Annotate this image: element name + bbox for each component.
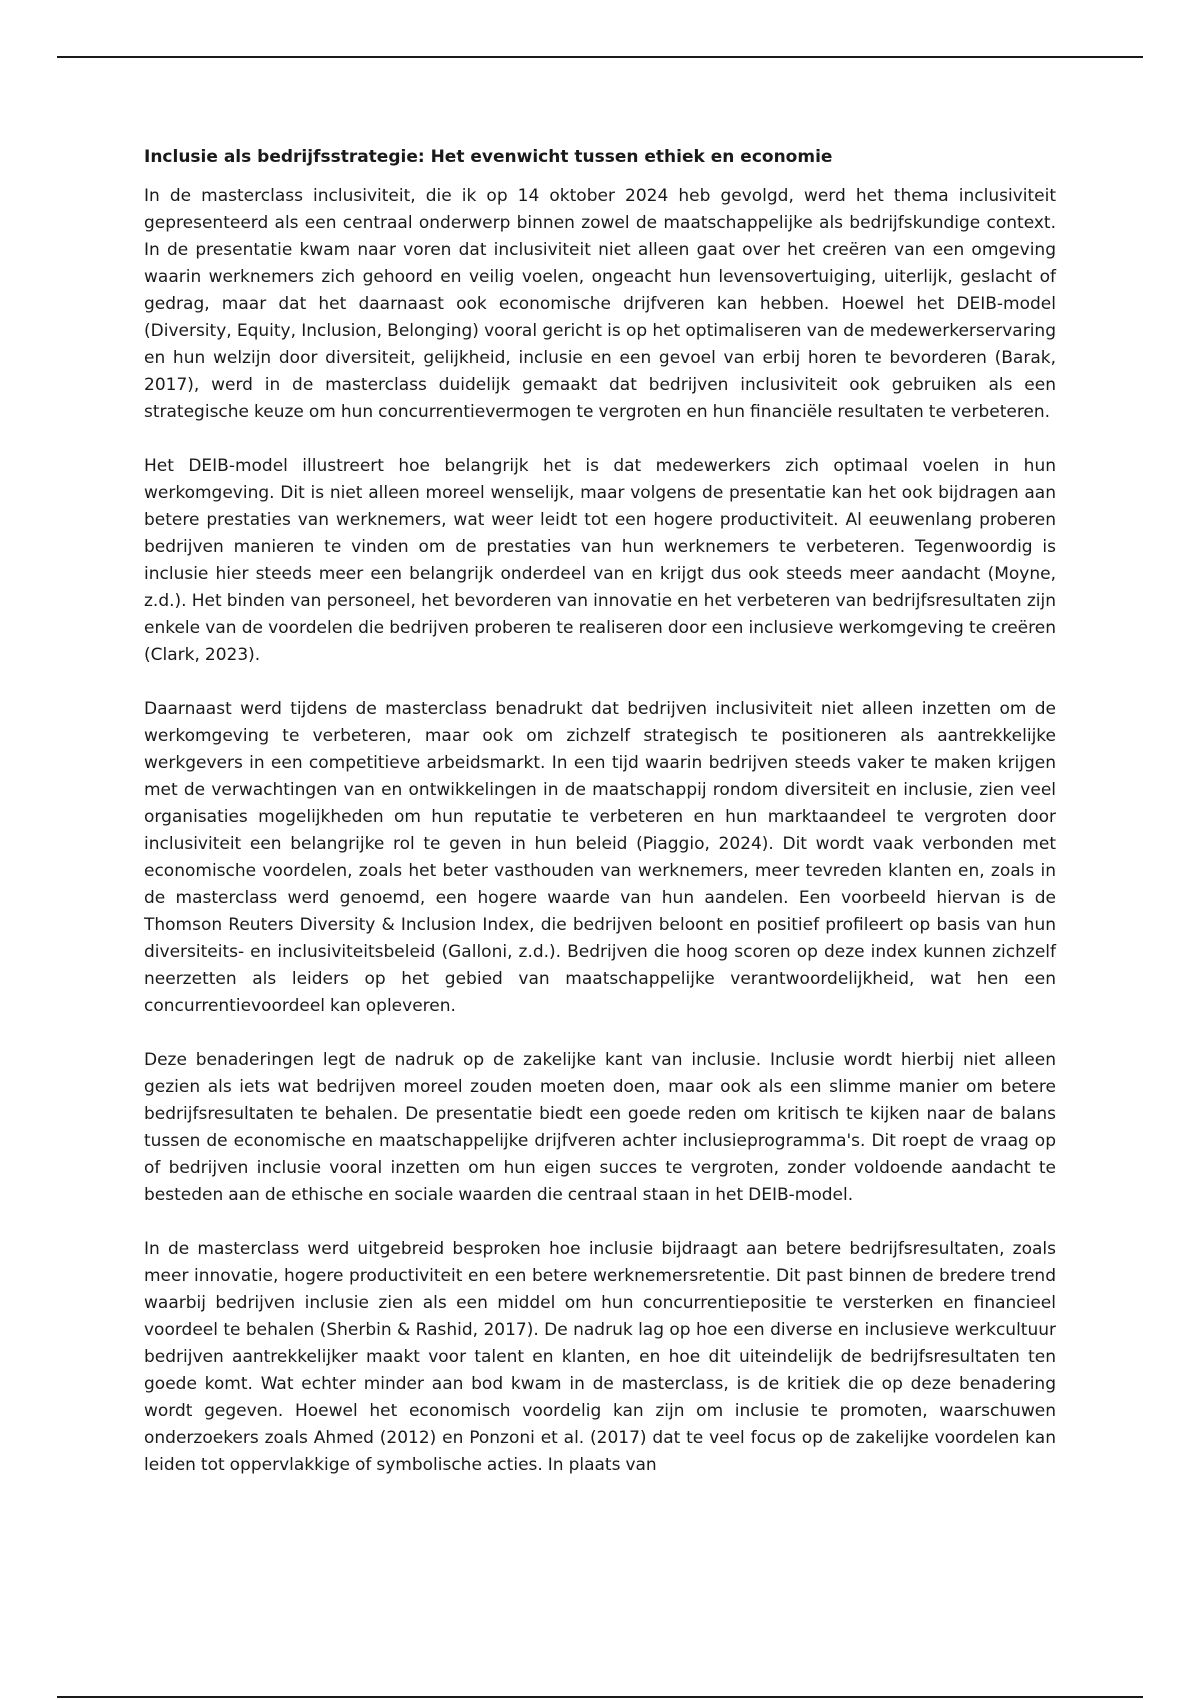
paragraph-4: Deze benaderingen legt de nadruk op de zakelijke kant van inclusie. Inclusie wordt hierbij niet alleen gezien als iets wat bedrijven moreel zouden moeten doen, maar ook als een slimme manier om betere bedrijfsresultaten te behalen. De presentatie biedt een goede reden om kritisch te kijken naar de balans tussen de economische en maatschappelijke drijfveren achter inclusieprogramma's. Dit roept de vraag op of bedrijven inclusie vooral inzetten om hun eigen succes te vergroten, zonder voldoende aandacht te besteden aan de ethische en sociale waarden die centraal staan in het DEIB-model. — [144, 1050, 1056, 1205]
paragraph-2: Het DEIB-model illustreert hoe belangrijk het is dat medewerkers zich optimaal voelen in hun werkomgeving. Dit is niet alleen moreel wenselijk, maar volgens de presentatie kan het ook bijdragen aan betere prestaties van werknemers, wat weer leidt tot een hogere productiviteit. Al eeuwenlang proberen bedrijven manieren te vinden om de prestaties van hun werknemers te verbeteren. Tegenwoordig is inclusie hier steeds meer een belangrijk onderdeel van en krijgt dus ook steeds meer aandacht (Moyne, z.d.). Het binden van personeel, het bevorderen van innovatie en het verbeteren van bedrijfsresultaten zijn enkele van de voordelen die bedrijven proberen te realiseren door een inclusieve werkomgeving te creëren (Clark, 2023). — [144, 456, 1056, 665]
page-top-rule — [57, 56, 1143, 58]
paragraph-1: In de masterclass inclusiviteit, die ik op 14 oktober 2024 heb gevolgd, werd het thema inclusiviteit gepresenteerd als een centraal onderwerp binnen zowel de maatschappelijke als bedrijfskundige context. In de presentatie kwam naar voren dat inclusiviteit niet alleen gaat over het creëren van een omgeving waarin werknemers zich gehoord en veilig voelen, ongeacht hun levensovertuiging, uiterlijk, geslacht of gedrag, maar dat het daarnaast ook economische drijfveren kan hebben. Hoewel het DEIB-model (Diversity, Equity, Inclusion, Belonging) vooral gericht is op het optimaliseren van de medewerkerservaring en hun welzijn door diversiteit, gelijkheid, inclusie en een gevoel van erbij horen te bevorderen (Barak, 2017), werd in de masterclass duidelijk gemaakt dat bedrijven inclusiviteit ook gebruiken als een strategische keuze om hun concurrentievermogen te vergroten en hun financiële resultaten te verbeteren. — [144, 186, 1056, 422]
paragraph-3: Daarnaast werd tijdens de masterclass benadrukt dat bedrijven inclusiviteit niet alleen inzetten om de werkomgeving te verbeteren, maar ook om zichzelf strategisch te positioneren als aantrekkelijke werkgevers in een competitieve arbeidsmarkt. In een tijd waarin bedrijven steeds vaker te maken krijgen met de verwachtingen van en ontwikkelingen in de maatschappij rondom diversiteit en inclusie, zien veel organisaties mogelijkheden om hun reputatie te verbeteren en hun marktaandeel te vergroten door inclusiviteit een belangrijke rol te geven in hun beleid (Piaggio, 2024). Dit wordt vaak verbonden met economische voordelen, zoals het beter vasthouden van werknemers, meer tevreden klanten en, zoals in de masterclass werd genoemd, een hogere waarde van hun aandelen. Een voorbeeld hiervan is de Thomson Reuters Diversity & Inclusion Index, die bedrijven beloont en positief profileert op basis van hun diversiteits- en inclusiviteitsbeleid (Galloni, z.d.). Bedrijven die hoog scoren op deze index kunnen zichzelf neerzetten als leiders op het gebied van maatschappelijke verantwoordelijkheid, wat hen een concurrentievoordeel kan opleveren. — [144, 699, 1056, 1016]
page-bottom-rule — [57, 1696, 1143, 1698]
document-title: Inclusie als bedrijfsstrategie: Het evenwicht tussen ethiek en economie — [144, 147, 833, 167]
paragraph-5: In de masterclass werd uitgebreid besproken hoe inclusie bijdraagt aan betere bedrijfsresultaten, zoals meer innovatie, hogere productiviteit en een betere werknemersretentie. Dit past binnen de bredere trend waarbij bedrijven inclusie zien als een middel om hun concurrentiepositie te versterken en financieel voordeel te behalen (Sherbin & Rashid, 2017). De nadruk lag op hoe een diverse en inclusieve werkcultuur bedrijven aantrekkelijker maakt voor talent en klanten, en hoe dit uiteindelijk de bedrijfsresultaten ten goede komt. Wat echter minder aan bod kwam in de masterclass, is de kritiek die op deze benadering wordt gegeven. Hoewel het economisch voordelig kan zijn om inclusie te promoten, waarschuwen onderzoekers zoals Ahmed (2012) en Ponzoni et al. (2017) dat te veel focus op de zakelijke voordelen kan leiden tot oppervlakkige of symbolische acties. In plaats van — [144, 1239, 1056, 1475]
document-body — [144, 144, 1056, 1479]
